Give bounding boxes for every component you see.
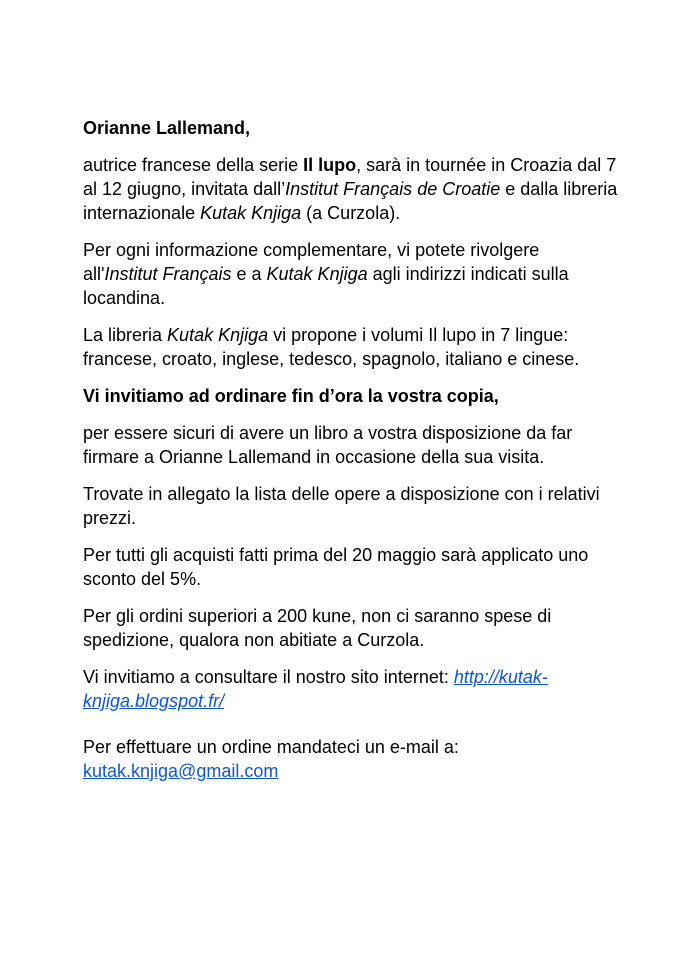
text: (a Curzola). <box>301 203 401 223</box>
order-heading: Vi invitiamo ad ordinare fin d’ora la vostra copia, <box>83 386 499 406</box>
document-body <box>83 116 618 796</box>
author-heading: Orianne Lallemand, <box>83 118 251 138</box>
text: La libreria <box>83 325 168 345</box>
price-list-paragraph: Trovate in allegato la lista delle opere a disposizione con i relativi prezzi. <box>83 484 600 528</box>
institute-name: Institut Français <box>104 264 232 284</box>
website-link[interactable]: http://kutak-knjiga.blogspot.fr/ <box>83 667 548 711</box>
bookshop-name: Kutak Knjiga <box>200 203 302 223</box>
reason-paragraph: per essere sicuri di avere un libro a vostra disposizione da far firmare a Orianne Lallemand in occasione della sua visita. <box>83 423 573 467</box>
text: e dalla libreria internazionale <box>83 179 618 223</box>
text: Per ogni informazione complementare, vi potete rivolgere all' <box>83 240 540 284</box>
info-paragraph <box>83 238 618 310</box>
text: vi propone i volumi Il lupo in 7 lingue: francese, croato, inglese, tedesco, spagnolo, italiano e cinese. <box>83 325 580 369</box>
text: Per effettuare un ordine mandateci un e-mail a: <box>83 737 459 757</box>
text: agli indirizzi indicati sulla locandina. <box>83 264 569 308</box>
languages-paragraph <box>83 323 618 371</box>
institute-name: Institut Français de Croatie <box>285 179 501 199</box>
email-link[interactable]: kutak.knjiga@gmail.com <box>83 761 279 781</box>
discount-paragraph: Per tutti gli acquisti fatti prima del 20 maggio sarà applicato uno sconto del 5%. <box>83 545 589 589</box>
tour-paragraph <box>83 153 618 225</box>
text: , sarà in tournée in Croazia dal 7 al 12 giugno, invitata dall’ <box>83 155 617 199</box>
email-paragraph <box>83 735 618 783</box>
text: Vi invitiamo a consultare il nostro sito internet: <box>83 667 454 687</box>
series-title: Il lupo <box>303 155 357 175</box>
bookshop-name: Kutak Knjiga <box>266 264 368 284</box>
text: e a <box>231 264 267 284</box>
website-paragraph <box>83 665 618 713</box>
text: autrice francese della serie <box>83 155 304 175</box>
bookshop-name: Kutak Knjiga <box>167 325 269 345</box>
shipping-paragraph: Per gli ordini superiori a 200 kune, non ci saranno spese di spedizione, qualora non abitiate a Curzola. <box>83 606 552 650</box>
